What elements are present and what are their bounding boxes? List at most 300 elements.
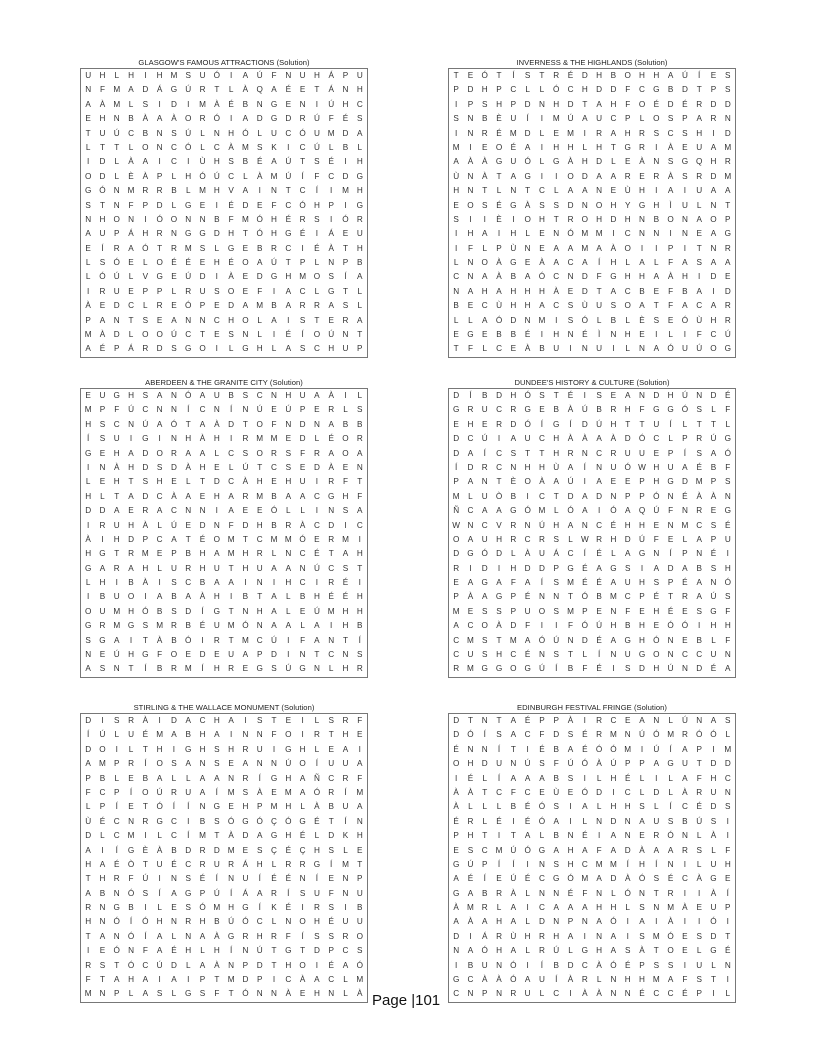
grid-cell: I [344, 520, 347, 530]
grid-cell: I [612, 229, 615, 239]
grid-cell: Ó [356, 960, 363, 970]
grid-cell: M [227, 845, 235, 855]
grid-cell: E [199, 491, 206, 501]
grid-cell: T [357, 563, 363, 573]
grid-cell: Í [187, 831, 190, 841]
grid-cell: Ú [696, 816, 703, 826]
grid-cell: M [452, 142, 460, 152]
grid-cell: U [113, 520, 120, 530]
grid-cell: I [344, 157, 347, 167]
grid-cell: N [681, 214, 688, 224]
grid-cell: R [128, 716, 134, 725]
grid-cell: T [314, 315, 320, 325]
grid-cell: C [496, 448, 502, 458]
grid-cell: R [581, 975, 588, 985]
grid-cell: Ó [638, 434, 646, 444]
grid-cell: A [482, 917, 488, 927]
grid-cell: R [85, 960, 92, 970]
grid-cell: D [496, 549, 502, 559]
grid-cell: A [114, 975, 120, 985]
grid-cell: H [228, 229, 235, 239]
grid-cell: A [710, 186, 717, 196]
grid-cell: L [639, 773, 645, 783]
grid-cell: P [553, 563, 559, 573]
grid-row [81, 887, 367, 901]
grid-cell: É [285, 85, 292, 95]
grid-cell: D [299, 419, 306, 429]
grid-cell: G [328, 286, 335, 296]
grid-cell: L [696, 946, 702, 956]
grid-cell: R [199, 85, 206, 95]
grid-cell: E [99, 477, 106, 487]
puzzle-title: DUNDEE'S HISTORY & CULTURE (Solution) [514, 378, 670, 387]
grid-cell: R [610, 448, 617, 458]
grid-cell: Ó [156, 802, 163, 812]
grid-cell: O [624, 301, 631, 311]
grid-cell: G [256, 664, 263, 674]
grid-cell: O [185, 114, 192, 124]
grid-cell: I [640, 243, 644, 253]
grid-cell: N [581, 448, 588, 458]
grid-cell: Í [258, 773, 261, 783]
grid-cell: C [553, 989, 560, 999]
grid-cell: N [538, 888, 545, 898]
grid-cell: Á [328, 229, 334, 239]
grid-cell: N [653, 716, 660, 725]
grid-cell: G [99, 635, 106, 645]
grid-cell: E [524, 258, 531, 268]
grid-cell: N [170, 917, 177, 927]
grid-cell: N [639, 214, 645, 224]
grid-cell: R [681, 845, 688, 855]
grid-cell: U [696, 186, 703, 196]
grid-cell: O [199, 344, 206, 354]
grid-cell: G [242, 816, 249, 826]
grid-cell: Í [455, 462, 458, 472]
grid-cell: H [342, 99, 349, 109]
grid-cell: N [710, 578, 717, 588]
grid-cell: H [128, 650, 134, 660]
grid-cell: E [214, 330, 220, 340]
grid-cell: R [510, 520, 517, 530]
grid-cell: I [229, 730, 233, 740]
grid-cell: À [639, 946, 645, 956]
grid-cell: H [667, 391, 674, 400]
grid-cell: I [187, 975, 190, 985]
grid-cell: E [357, 730, 363, 740]
grid-cell: C [496, 787, 502, 797]
grid-cell: Q [638, 506, 646, 516]
grid-cell: H [624, 405, 631, 415]
grid-cell: Ñ [453, 506, 460, 516]
grid-cell: M [610, 592, 617, 602]
grid-cell: Ú [481, 434, 488, 444]
grid-cell: H [496, 99, 502, 109]
grid-cell: L [468, 491, 473, 501]
grid-row [449, 576, 735, 590]
grid-cell: L [343, 845, 348, 855]
grid-cell: Ù [581, 301, 588, 311]
grid-cell: P [467, 99, 474, 109]
grid-cell: E [228, 759, 234, 769]
grid-cell: Ó [185, 635, 192, 645]
grid-cell: Í [115, 802, 118, 812]
grid-cell: A [510, 730, 517, 740]
grid-cell: À [596, 989, 602, 999]
grid-cell: G [185, 989, 192, 999]
grid-cell: O [653, 114, 660, 124]
grid-cell: T [99, 142, 105, 152]
grid-cell: F [285, 931, 291, 941]
grid-cell: L [114, 71, 120, 80]
grid-row [449, 490, 735, 504]
grid-cell: U [228, 650, 235, 660]
grid-cell: A [128, 448, 134, 458]
grid-cell: Ó [581, 621, 588, 631]
grid-cell: A [467, 286, 474, 296]
grid-cell: A [653, 563, 660, 573]
grid-cell: C [596, 448, 603, 458]
grid-cell: R [271, 448, 277, 458]
grid-cell: N [113, 664, 120, 674]
grid-cell: N [285, 71, 292, 80]
grid-cell: C [596, 520, 603, 530]
grid-cell: R [313, 730, 320, 740]
grid-cell: L [668, 330, 673, 340]
grid-cell: Ó [199, 903, 206, 913]
grid-cell: E [639, 831, 645, 841]
grid-cell: O [170, 214, 178, 224]
grid-cell: I [669, 229, 672, 239]
grid-cell: R [724, 243, 731, 253]
grid-cell: Ó [99, 272, 106, 282]
grid-cell: K [271, 903, 277, 913]
grid-cell: G [84, 186, 92, 196]
grid-cell: E [171, 477, 177, 487]
grid-cell: I [569, 816, 572, 826]
grid-cell: A [725, 664, 731, 674]
grid-cell: D [85, 831, 92, 841]
grid-cell: R [228, 664, 235, 674]
grid-cell: N [496, 960, 502, 970]
grid-cell: N [213, 128, 220, 138]
grid-cell: S [539, 391, 545, 400]
grid-row [449, 227, 735, 241]
grid-cell: L [85, 258, 91, 268]
grid-cell: H [113, 448, 120, 458]
grid-cell: A [314, 621, 320, 631]
grid-cell: A [596, 917, 602, 927]
grid-cell: Ó [595, 744, 603, 754]
grid-cell: À [256, 787, 263, 797]
grid-cell: I [583, 931, 586, 941]
grid-cell: A [453, 874, 459, 884]
grid-cell: S [328, 716, 334, 725]
grid-cell: À [696, 874, 702, 884]
grid-cell: R [156, 229, 163, 239]
grid-cell: L [257, 315, 262, 325]
grid-cell: O [256, 448, 263, 458]
grid-cell: H [228, 744, 235, 754]
grid-cell: Ù [496, 301, 502, 311]
grid-cell: N [610, 650, 617, 660]
grid-row [81, 562, 367, 576]
grid-cell: M [256, 434, 264, 444]
grid-cell: S [242, 787, 249, 797]
grid-cell: I [455, 773, 458, 783]
grid-cell: A [639, 816, 645, 826]
grid-cell: A [710, 229, 717, 239]
grid-cell: H [467, 229, 474, 239]
grid-cell: T [653, 888, 659, 898]
grid-cell: C [113, 816, 120, 826]
grid-row [449, 256, 735, 270]
grid-cell: D [328, 831, 335, 841]
grid-cell: M [242, 214, 249, 224]
grid-cell: M [213, 903, 221, 913]
grid-cell: N [242, 606, 249, 616]
grid-cell: R [271, 888, 277, 898]
grid-cell: I [655, 330, 658, 340]
grid-cell: M [242, 635, 249, 645]
grid-cell: F [668, 301, 674, 311]
grid-cell: A [510, 171, 517, 181]
grid-cell: R [313, 903, 320, 913]
grid-cell: É [328, 592, 334, 602]
grid-cell: E [667, 315, 674, 325]
grid-cell: U [596, 344, 603, 354]
grid-cell: N [610, 606, 617, 616]
grid-cell: F [114, 405, 120, 415]
grid-cell: C [356, 520, 363, 530]
grid-cell: L [157, 520, 162, 530]
grid-cell: H [356, 549, 363, 559]
grid-cell: T [300, 946, 306, 956]
grid-cell: E [653, 621, 660, 631]
grid-cell: B [510, 272, 517, 282]
grid-cell: D [453, 448, 460, 458]
grid-cell: Ó [127, 931, 135, 941]
grid-cell: M [695, 477, 703, 487]
grid-cell: M [127, 831, 135, 841]
grid-cell: S [696, 845, 702, 855]
grid-cell: M [342, 859, 349, 869]
grid-cell: S [710, 563, 717, 573]
grid-cell: Ú [567, 477, 574, 487]
grid-cell: A [357, 506, 363, 516]
grid-cell: I [569, 802, 572, 812]
grid-cell: V [228, 186, 234, 196]
grid-cell: I [301, 243, 304, 253]
grid-cell: Ó [213, 71, 220, 80]
grid-cell: T [357, 477, 363, 487]
grid-cell: D [199, 272, 206, 282]
grid-cell: B [142, 773, 149, 783]
grid-cell: Ó [681, 405, 689, 415]
grid-cell: D [256, 960, 263, 970]
grid-cell: A [610, 845, 617, 855]
grid-cell: S [256, 142, 263, 152]
grid-cell: À [524, 200, 531, 210]
grid-cell: A [185, 759, 191, 769]
grid-cell: T [114, 142, 120, 152]
grid-cell: G [142, 434, 149, 444]
grid-cell: D [610, 214, 617, 224]
grid-row [81, 461, 367, 475]
grid-cell: S [185, 903, 191, 913]
grid-cell: L [568, 534, 573, 544]
grid-cell: C [170, 142, 177, 152]
grid-cell: I [158, 716, 161, 725]
grid-cell: Í [698, 71, 701, 80]
grid-cell: N [681, 831, 688, 841]
grid-cell: A [342, 744, 349, 754]
grid-cell: M [227, 534, 235, 544]
grid-cell: E [682, 606, 688, 616]
grid-cell: G [724, 506, 731, 516]
grid-cell: E [453, 419, 459, 429]
grid-cell: L [357, 301, 363, 311]
grid-cell: F [510, 787, 516, 797]
grid-cell: I [712, 286, 715, 296]
grid-cell: Ú [328, 330, 335, 340]
grid-cell: A [156, 391, 163, 400]
grid-cell: M [567, 128, 574, 138]
grid-cell: À [467, 592, 474, 602]
grid-cell: E [199, 258, 206, 268]
grid-cell: I [187, 157, 190, 167]
grid-cell: I [698, 272, 701, 282]
grid-cell: H [567, 859, 574, 869]
grid-cell: E [271, 477, 277, 487]
grid-cell: M [156, 730, 164, 740]
grid-cell: I [201, 635, 204, 645]
grid-cell: K [271, 142, 277, 152]
grid-row [449, 461, 735, 475]
grid-cell: H [256, 606, 263, 616]
grid-cell: À [328, 462, 334, 472]
grid-cell: N [113, 200, 120, 210]
grid-cell: O [524, 477, 531, 487]
grid-cell: R [242, 434, 249, 444]
grid-cell: H [113, 534, 120, 544]
grid-cell: R [199, 845, 206, 855]
grid-cell: À [214, 419, 220, 429]
grid-cell: E [567, 787, 574, 797]
grid-cell: L [639, 787, 645, 797]
grid-cell: Ú [710, 592, 717, 602]
grid-cell: Ó [242, 621, 249, 631]
grid-cell: F [725, 606, 731, 616]
grid-cell: T [285, 186, 291, 196]
grid-cell: D [724, 99, 731, 109]
grid-cell: É [682, 578, 688, 588]
puzzle-edinburgh [448, 703, 736, 1003]
grid-cell: S [142, 888, 149, 898]
grid-cell: H [510, 229, 517, 239]
grid-cell: À [142, 171, 149, 181]
grid-cell: Ù [510, 931, 517, 941]
grid-cell: L [725, 419, 731, 429]
grid-cell: Í [497, 773, 501, 783]
grid-cell: Ó [667, 831, 674, 841]
grid-cell: Í [315, 186, 319, 196]
grid-cell: H [496, 917, 502, 927]
grid-cell: A [610, 578, 617, 588]
grid-cell: T [342, 243, 348, 253]
grid-cell: T [114, 491, 120, 501]
grid-row [81, 342, 367, 356]
grid-cell: U [538, 975, 545, 985]
grid-cell: G [270, 272, 278, 282]
grid-cell: R [228, 859, 235, 869]
grid-cell: D [610, 85, 617, 95]
grid-cell: Ú [724, 330, 731, 340]
grid-cell: R [356, 214, 363, 224]
grid-cell: O [481, 258, 488, 268]
grid-cell: S [285, 448, 292, 458]
grid-cell: P [199, 975, 206, 985]
grid-cell: N [610, 330, 617, 340]
grid-cell: O [142, 787, 149, 797]
grid-cell: R [328, 578, 335, 588]
grid-cell: L [553, 506, 559, 516]
grid-cell: R [653, 831, 660, 841]
grid-cell: Ó [510, 975, 517, 985]
grid-cell: E [682, 931, 688, 941]
grid-cell: H [610, 419, 617, 429]
grid-cell: Ó [553, 85, 560, 95]
grid-cell: R [481, 128, 488, 138]
grid-row [81, 141, 367, 155]
grid-cell: Í [144, 664, 147, 674]
grid-cell: E [99, 448, 106, 458]
grid-cell: T [725, 931, 731, 941]
grid-cell: H [510, 563, 517, 573]
grid-cell: C [142, 960, 149, 970]
grid-cell: A [242, 650, 249, 660]
grid-cell: Ç [271, 845, 277, 855]
grid-cell: T [285, 258, 291, 268]
grid-cell: É [314, 549, 320, 559]
grid-cell: À [596, 960, 602, 970]
puzzle-inverness [448, 58, 736, 358]
grid-cell: E [285, 99, 292, 109]
grid-cell: Ó [538, 802, 546, 812]
grid-cell: N [538, 650, 545, 660]
grid-cell: A [214, 730, 220, 740]
grid-cell: N [156, 128, 163, 138]
grid-cell: R [342, 773, 349, 783]
grid-cell: A [553, 477, 559, 487]
grid-cell: L [128, 142, 134, 152]
grid-cell: Í [229, 946, 233, 956]
grid-cell: A [199, 448, 206, 458]
grid-cell: H [510, 286, 517, 296]
grid-cell: Í [497, 744, 501, 754]
grid-cell: Ó [610, 506, 617, 516]
grid-cell: I [726, 917, 729, 927]
grid-cell: A [271, 563, 277, 573]
grid-cell: H [228, 903, 235, 913]
grid-cell: D [99, 157, 106, 167]
grid-cell: A [639, 917, 645, 927]
grid-cell: B [510, 802, 517, 812]
grid-cell: U [299, 477, 306, 487]
grid-row [81, 662, 367, 676]
grid-cell: D [681, 85, 688, 95]
grid-cell: H [639, 272, 645, 282]
